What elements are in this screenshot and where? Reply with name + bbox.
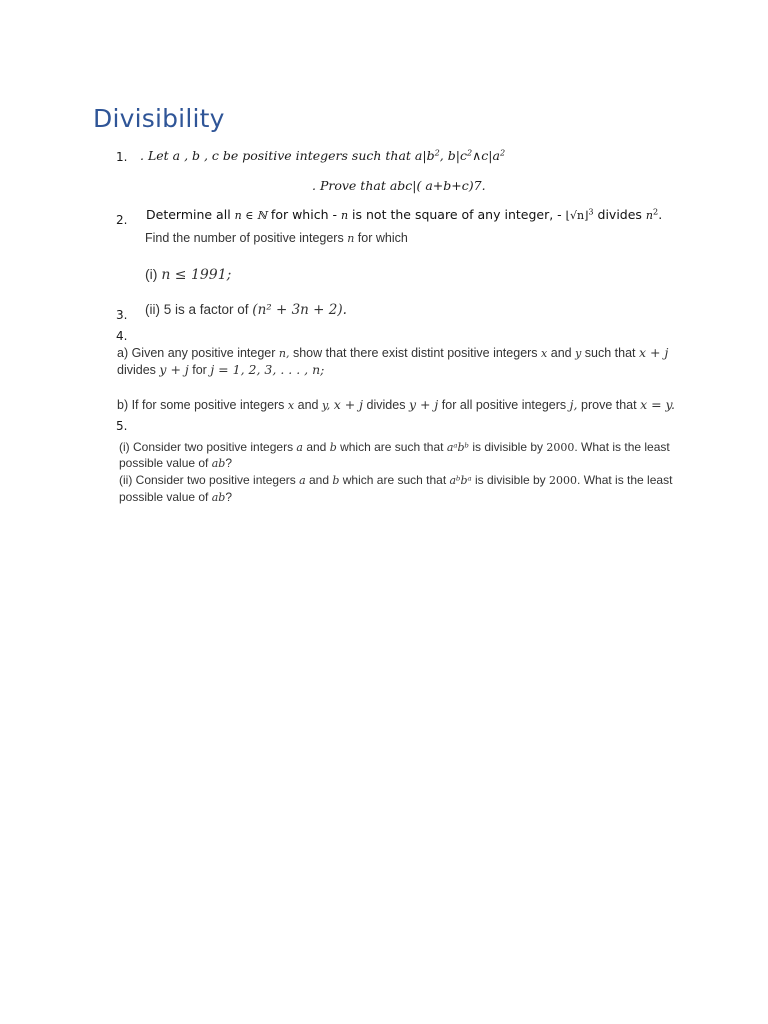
p4a-text-a: a) Given any positive integer: [117, 346, 276, 360]
item-number-1: 1.: [116, 150, 128, 164]
p4a-text-d: divides: [117, 363, 156, 377]
p1-text-g: . Prove that abc: [312, 178, 413, 193]
p1-text-f: a: [492, 148, 500, 163]
p3-intro-var: n: [347, 232, 355, 245]
problem-2: Determine all n ∈ ℕ for which - n is not the square of any integer, - ⌊√n⌋$^3$ divides $n^2$.: [146, 206, 663, 222]
p5ii-text-a: (ii) Consider two positive integers: [119, 473, 296, 487]
problem-5-ii-line-1: [119, 473, 672, 487]
p5i-num: 2000: [546, 441, 575, 454]
p5ii-q: ?: [225, 490, 233, 504]
p2-text-e: .: [658, 207, 663, 222]
p2-math-4: n: [645, 209, 654, 222]
p1-text-h: ( a+b+c)7.: [416, 178, 486, 193]
p4a-var-n: n,: [278, 347, 290, 360]
p5i-text-d: possible value of: [119, 456, 209, 470]
problem-3-intro: [145, 231, 408, 245]
p3-part1-math: n ≤ 1991;: [161, 267, 232, 283]
p2-math-2: n: [340, 209, 349, 222]
p5ii-var-b: b: [332, 474, 340, 487]
p4b-text-prove: prove that: [581, 398, 637, 412]
p5i-text-c: . What is the least: [574, 440, 670, 454]
p5ii-var-ab: ab: [211, 491, 226, 504]
p4b-text-b: for all positive integers: [441, 398, 567, 412]
p4b-var-x: x: [287, 399, 295, 412]
p3-part2-text: (ii) 5 is a factor of: [145, 302, 249, 317]
p4b-text-div: divides: [366, 398, 406, 412]
p5i-var-b: b: [329, 441, 337, 454]
p4b-var-y: y,: [321, 399, 331, 412]
p1-text-d: c: [459, 148, 467, 163]
problem-5-ii-line-2: [119, 490, 232, 504]
p1-text-e: ∧c: [472, 148, 489, 163]
p2-text-c: is not the square of any integer, -: [352, 207, 562, 222]
p5ii-text-d: possible value of: [119, 490, 209, 504]
p4a-expr: x + j: [639, 345, 669, 360]
p4a-math-j: j = 1, 2, 3, . . . , n;: [210, 362, 325, 377]
p4a-text-c: such that: [584, 346, 636, 360]
problem-3-part-2: [145, 302, 347, 318]
p5ii-var-a: a: [299, 474, 306, 487]
p4a-var-x: x: [541, 347, 548, 360]
p2-text-b: for which -: [270, 207, 337, 222]
p3-intro-text: Find the number of positive integers: [145, 231, 344, 245]
p5i-text-b: which are such that: [340, 440, 444, 454]
p5ii-text-b: which are such that: [342, 473, 447, 487]
problem-5-i-line-2: [119, 456, 232, 470]
p4b-expr-1: x + j: [333, 397, 364, 412]
p3-intro-post: for which: [357, 231, 408, 245]
p4a-text-b: show that there exist distint positive integers: [292, 346, 538, 360]
p4a-expr-2: y + j: [159, 362, 189, 377]
p4b-var-j: j,: [569, 397, 578, 412]
p2-math-1: n ∈ ℕ: [234, 209, 267, 222]
problem-1-line-2: . Prove that abc|( a+b+c)7.: [312, 178, 486, 193]
p5ii-text-c: . What is the least: [577, 473, 673, 487]
p2-text-d: divides: [597, 207, 642, 222]
p5i-text-and: and: [306, 440, 327, 454]
item-number-5: 5.: [116, 419, 128, 433]
p5ii-text-and: and: [309, 473, 330, 487]
p5ii-num: 2000: [549, 474, 578, 487]
p1-text-b: b: [426, 148, 435, 163]
p4a-text-for: for: [192, 363, 207, 377]
p4b-expr-2: y + j: [408, 397, 439, 412]
problem-1-line-1: . Let a , b , c be positive integers such that $a|b^2$, $b|c^2\wedge c|a^2$: [140, 147, 506, 163]
p5ii-text-div: is divisible by: [474, 473, 546, 487]
item-number-4: 4.: [116, 329, 128, 343]
p4b-eq: x = y.: [640, 397, 675, 412]
p5i-var-ab: ab: [211, 457, 226, 470]
p5i-text-a: (i) Consider two positive integers: [119, 440, 294, 454]
p4b-text-a: b) If for some positive integers: [117, 398, 285, 412]
p4a-var-y: y: [575, 347, 582, 360]
p5i-expr: aᵃbᵇ: [446, 441, 469, 454]
p2-text-a: Determine all: [146, 207, 231, 222]
problem-4a-line-1: [117, 345, 668, 360]
p1-text-c: , b: [439, 148, 456, 163]
p5ii-expr: aᵇbᵃ: [449, 474, 472, 487]
p1-text-a: . Let a , b , c be positive integers such that a: [140, 148, 423, 163]
p2-math-3: ⌊√n⌋: [565, 209, 589, 222]
p3-part2-math: (n² + 3n + 2).: [252, 302, 347, 318]
p4b-text-and: and: [297, 398, 319, 412]
item-number-3: 3.: [116, 308, 128, 322]
p5i-text-div: is divisible by: [472, 440, 544, 454]
p5i-var-a: a: [296, 441, 303, 454]
p5i-q: ?: [225, 456, 233, 470]
problem-5-i-line-1: [119, 440, 670, 454]
problem-4a-line-2: [117, 362, 324, 377]
p4a-text-and: and: [550, 346, 572, 360]
problem-4b: [117, 397, 675, 412]
item-number-2: 2.: [116, 213, 128, 227]
p3-part1-label: (i): [145, 266, 158, 282]
page-title: Divisibility: [93, 104, 225, 133]
problem-3-part-1: [145, 266, 231, 283]
